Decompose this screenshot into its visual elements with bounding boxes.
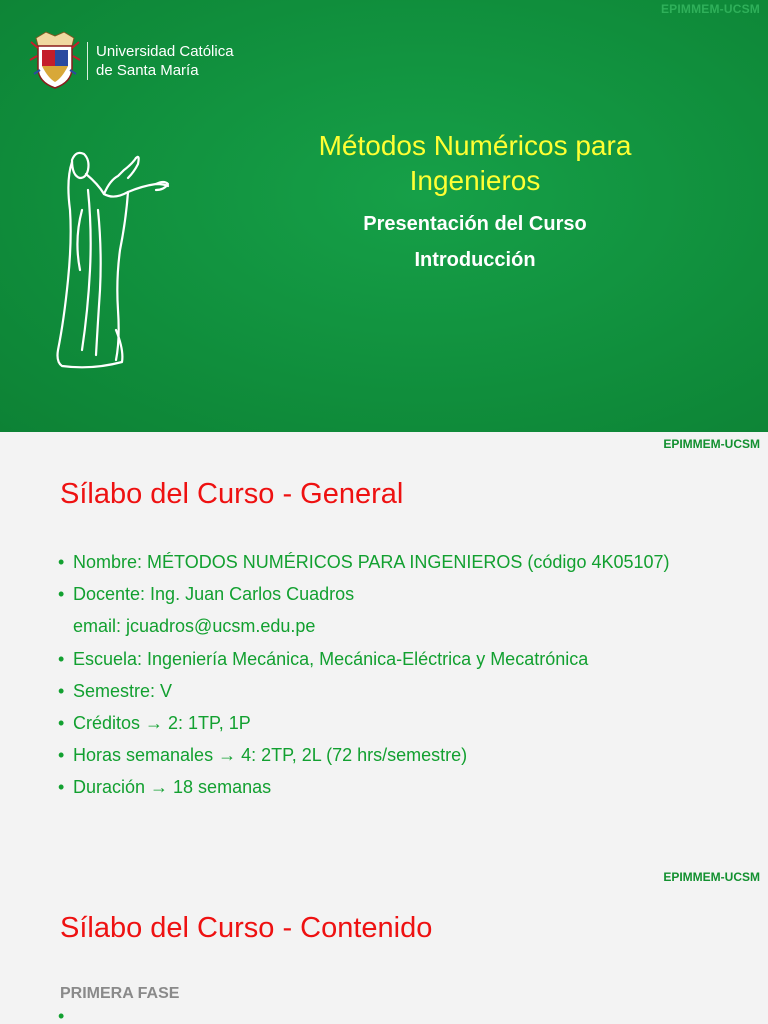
university-name [96, 42, 234, 80]
list-bullet: • [58, 1006, 65, 1024]
list-item-email: email: jcuadros@ucsm.edu.pe [73, 616, 316, 637]
watermark-slide3: EPIMMEM-UCSM [663, 870, 760, 884]
presentation-subtitle: Presentación del Curso [363, 213, 587, 235]
syllabus-content-title: Sílabo del Curso - Contenido [60, 912, 433, 944]
list-item-escuela: • Escuela: Ingeniería Mecánica, Mecánica-Eléctrica y Mecatrónica [58, 643, 758, 675]
list-item-horas: • Horas semanales → 4: 2TP, 2L (72 hrs/semestre) [58, 739, 758, 771]
university-name-line2: de Santa María [96, 62, 199, 79]
title-slide [0, 0, 768, 432]
presentation-title [250, 128, 700, 198]
syllabus-general-list [58, 546, 758, 804]
list-item-creditos: • Créditos → 2: 1TP, 1P [58, 707, 758, 739]
watermark-slide2: EPIMMEM-UCSM [663, 437, 760, 451]
list-item-docente: • Docente: Ing. Juan Carlos Cuadros [58, 578, 758, 610]
university-name-line1: Universidad Católica [96, 43, 234, 60]
phase-heading: PRIMERA FASE [60, 985, 180, 1002]
watermark: EPIMMEM-UCSM [660, 2, 760, 16]
syllabus-general-title: Sílabo del Curso - General [60, 478, 404, 510]
virgin-statue-icon [52, 150, 176, 372]
presentation-title-line2: Ingenieros [409, 165, 541, 196]
list-item-duracion: • Duración → 18 semanas [58, 771, 758, 803]
list-item-nombre: • Nombre: MÉTODOS NUMÉRICOS PARA INGENIEROS (código 4K05107) [58, 546, 758, 578]
logo-divider [87, 42, 88, 80]
university-crest-icon [28, 30, 82, 92]
list-item-semestre: • Semestre: V [58, 675, 758, 707]
presentation-title-line1: Métodos Numéricos para [318, 130, 632, 161]
presentation-subtitle-2: Introducción [414, 249, 536, 271]
